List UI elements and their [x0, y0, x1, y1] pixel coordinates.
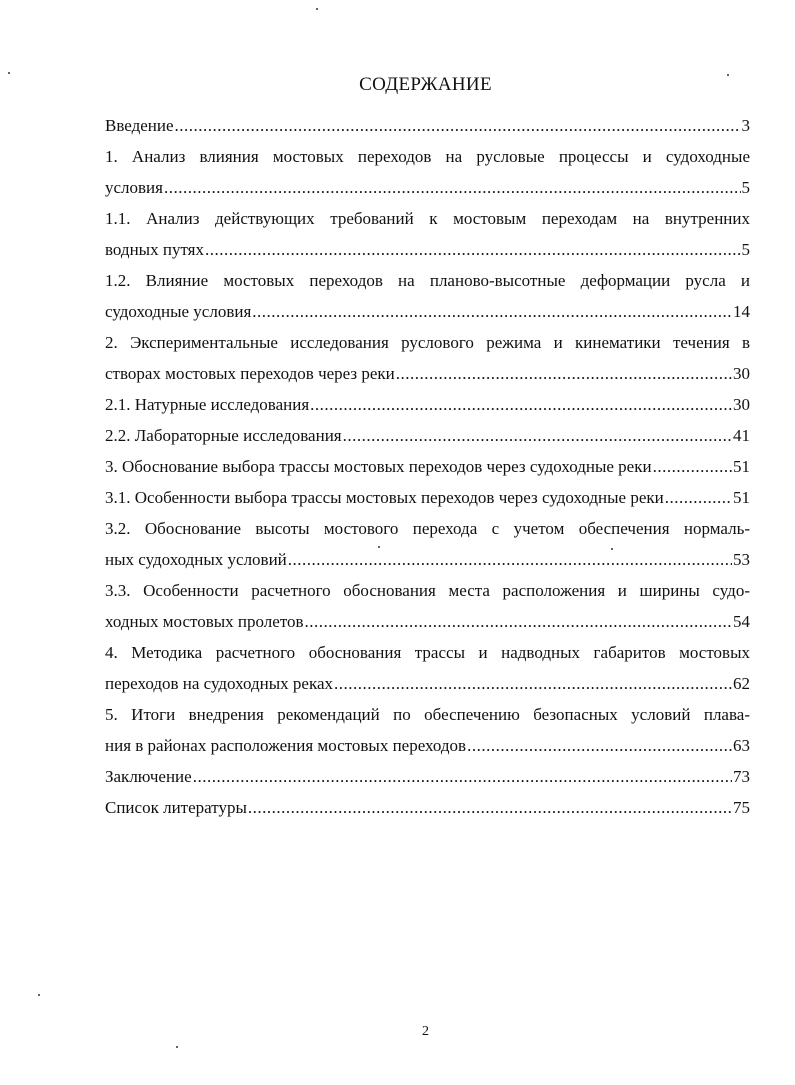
toc-entry-line: 1.1. Анализ действующих требований к мостовым переходам на внутренних [105, 209, 750, 228]
toc-dot-leader [665, 482, 732, 513]
scan-speck [316, 8, 318, 10]
toc-page-number: 51 [733, 488, 750, 507]
toc-entry-text: водных путях [105, 240, 204, 259]
toc-entry-final-line [105, 606, 750, 637]
toc-entry [105, 420, 750, 451]
table-of-contents [105, 110, 750, 823]
toc-entry-line: 2. Экспериментальные исследования руслового режима и кинематики течения в [105, 333, 750, 352]
toc-dot-leader [334, 668, 732, 699]
toc-entry-text: 3. Обоснование выбора трассы мостовых переходов через судоходные реки [105, 457, 652, 476]
toc-entry [105, 203, 750, 265]
toc-entry-final-line [105, 730, 750, 761]
toc-entry-text: ных судоходных условий [105, 550, 287, 569]
toc-entry [105, 327, 750, 389]
toc-entry [105, 110, 750, 141]
toc-page-number: 41 [733, 426, 750, 445]
toc-entry [105, 761, 750, 792]
toc-entry [105, 513, 750, 575]
toc-dot-leader [288, 544, 732, 575]
toc-entry [105, 637, 750, 699]
toc-page-number: 5 [741, 240, 750, 259]
toc-entry-final-line [105, 482, 750, 513]
toc-list [105, 110, 750, 823]
toc-dot-leader [164, 172, 741, 203]
toc-entry-final-line [105, 420, 750, 451]
toc-dot-leader [248, 792, 732, 823]
toc-entry-line: 3.3. Особенности расчетного обоснования места расположения и ширины судо- [105, 581, 750, 600]
toc-entry-line: 1.2. Влияние мостовых переходов на планово-высотные деформации русла и [105, 271, 750, 290]
toc-dot-leader [193, 761, 732, 792]
toc-entry-text: ходных мостовых пролетов [105, 612, 304, 631]
toc-entry-text: створах мостовых переходов через реки [105, 364, 395, 383]
toc-entry-text: 2.1. Натурные исследования [105, 395, 310, 414]
toc-dot-leader [396, 358, 732, 389]
toc-page-number: 5 [741, 178, 750, 197]
toc-entry [105, 699, 750, 761]
toc-entry-line: 4. Методика расчетного обоснования трассы и надводных габаритов мостовых [105, 643, 750, 662]
toc-page-number: 14 [733, 302, 750, 321]
toc-page-number: 53 [733, 550, 750, 569]
toc-entry-final-line [105, 296, 750, 327]
toc-entry [105, 265, 750, 327]
toc-page-number: 63 [733, 736, 750, 755]
scan-speck [378, 546, 380, 548]
toc-entry-text: 2.2. Лабораторные исследования [105, 426, 342, 445]
toc-dot-leader [175, 110, 741, 141]
toc-dot-leader [467, 730, 732, 761]
toc-entry [105, 482, 750, 513]
toc-entry-final-line [105, 389, 750, 420]
toc-entry-text: судоходные условия [105, 302, 252, 321]
toc-page-number: 73 [733, 767, 750, 786]
toc-entry-final-line [105, 358, 750, 389]
toc-page-number: 30 [733, 395, 750, 414]
toc-dot-leader [305, 606, 732, 637]
toc-entry-text: Введение [105, 116, 174, 135]
toc-entry [105, 141, 750, 203]
scan-speck [8, 72, 10, 74]
toc-page-number: 75 [733, 798, 750, 817]
toc-entry-text: Список литературы [105, 798, 247, 817]
toc-entry-text: ния в районах расположения мостовых переходов [105, 736, 467, 755]
toc-entry-final-line [105, 451, 750, 482]
toc-entry [105, 792, 750, 823]
toc-page-number: 3 [741, 116, 750, 135]
toc-dot-leader [653, 451, 732, 482]
toc-entry-final-line [105, 792, 750, 823]
toc-entry-final-line [105, 234, 750, 265]
toc-entry-line: 5. Итоги внедрения рекомендаций по обеспечению безопасных условий плава- [105, 705, 750, 724]
toc-entry-line: 3.2. Обоснование высоты мостового перехода с учетом обеспечения нормаль- [105, 519, 750, 538]
page-number: 2 [422, 1024, 429, 1039]
scan-speck [727, 74, 729, 76]
toc-entry-final-line [105, 668, 750, 699]
toc-entry-final-line [105, 761, 750, 792]
toc-page-number: 54 [733, 612, 750, 631]
toc-dot-leader [252, 296, 732, 327]
toc-dot-leader [343, 420, 732, 451]
toc-entry [105, 575, 750, 637]
toc-entry-text: переходов на судоходных реках [105, 674, 333, 693]
toc-entry-text: 3.1. Особенности выбора трассы мостовых переходов через судоходные реки [105, 488, 664, 507]
toc-entry [105, 389, 750, 420]
page-title: СОДЕРЖАНИЕ [359, 74, 492, 95]
toc-dot-leader [205, 234, 741, 265]
toc-entry-line: 1. Анализ влияния мостовых переходов на русловые процессы и судоходные [105, 147, 750, 166]
toc-dot-leader [310, 389, 732, 420]
toc-entry-final-line [105, 110, 750, 141]
scan-speck [176, 1046, 178, 1048]
toc-page-number: 30 [733, 364, 750, 383]
toc-page-number: 62 [733, 674, 750, 693]
scan-speck [611, 548, 613, 550]
toc-entry-final-line [105, 172, 750, 203]
toc-entry-text: Заключение [105, 767, 192, 786]
scan-speck [38, 994, 40, 996]
toc-entry-text: условия [105, 178, 163, 197]
toc-entry-final-line [105, 544, 750, 575]
toc-page-number: 51 [733, 457, 750, 476]
toc-entry [105, 451, 750, 482]
